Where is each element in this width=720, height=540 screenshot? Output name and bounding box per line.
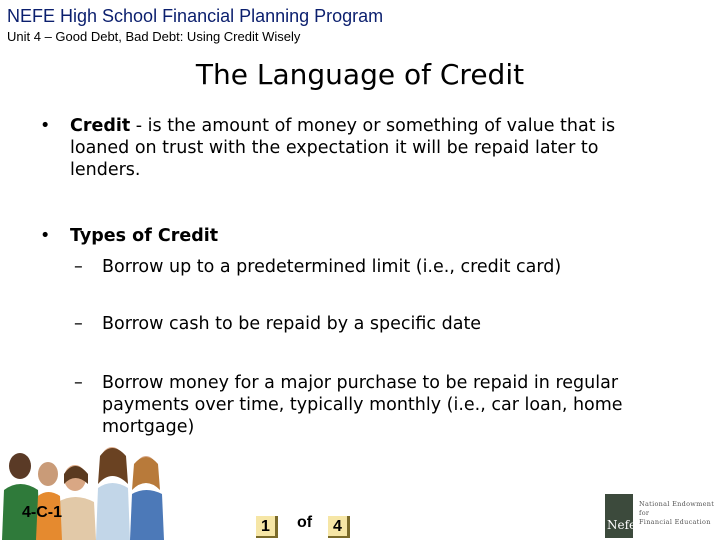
dash-marker: – bbox=[74, 373, 83, 393]
sub-item-text: Borrow cash to be repaid by a specific date bbox=[102, 314, 482, 334]
students-photo bbox=[0, 438, 170, 540]
bullet-marker: • bbox=[40, 116, 51, 136]
nefe-logo bbox=[605, 494, 717, 538]
program-title: NEFE High School Financial Planning Program bbox=[7, 6, 384, 26]
logo-text: National Endowment for Financial Education bbox=[639, 500, 715, 526]
bullet-marker: • bbox=[40, 226, 51, 246]
term-types-of-credit: Types of Credit bbox=[70, 226, 219, 246]
slide-code: 4-C-1 bbox=[22, 504, 63, 521]
sub-item-text: Borrow money for a major purchase to be repaid in regular payments over time, typically monthly (i.e., car loan, home mortgage) bbox=[102, 373, 623, 437]
logo-letters: Nefe bbox=[607, 518, 637, 532]
page-of-label: of bbox=[297, 514, 313, 531]
unit-title: Unit 4 – Good Debt, Bad Debt: Using Credit Wisely bbox=[7, 29, 301, 44]
dash-marker: – bbox=[74, 257, 83, 277]
sub-item-text: Borrow up to a predetermined limit (i.e., credit card) bbox=[102, 257, 562, 277]
slide-title: The Language of Credit bbox=[195, 58, 525, 91]
page-total: 4 bbox=[328, 516, 350, 538]
page-current: 1 bbox=[256, 516, 278, 538]
credit-definition: - is the amount of money or something of value that is loaned on trust with the expectation it will be repaid later to lenders. bbox=[70, 116, 616, 180]
dash-marker: – bbox=[74, 314, 83, 334]
term-credit: Credit bbox=[70, 116, 131, 136]
